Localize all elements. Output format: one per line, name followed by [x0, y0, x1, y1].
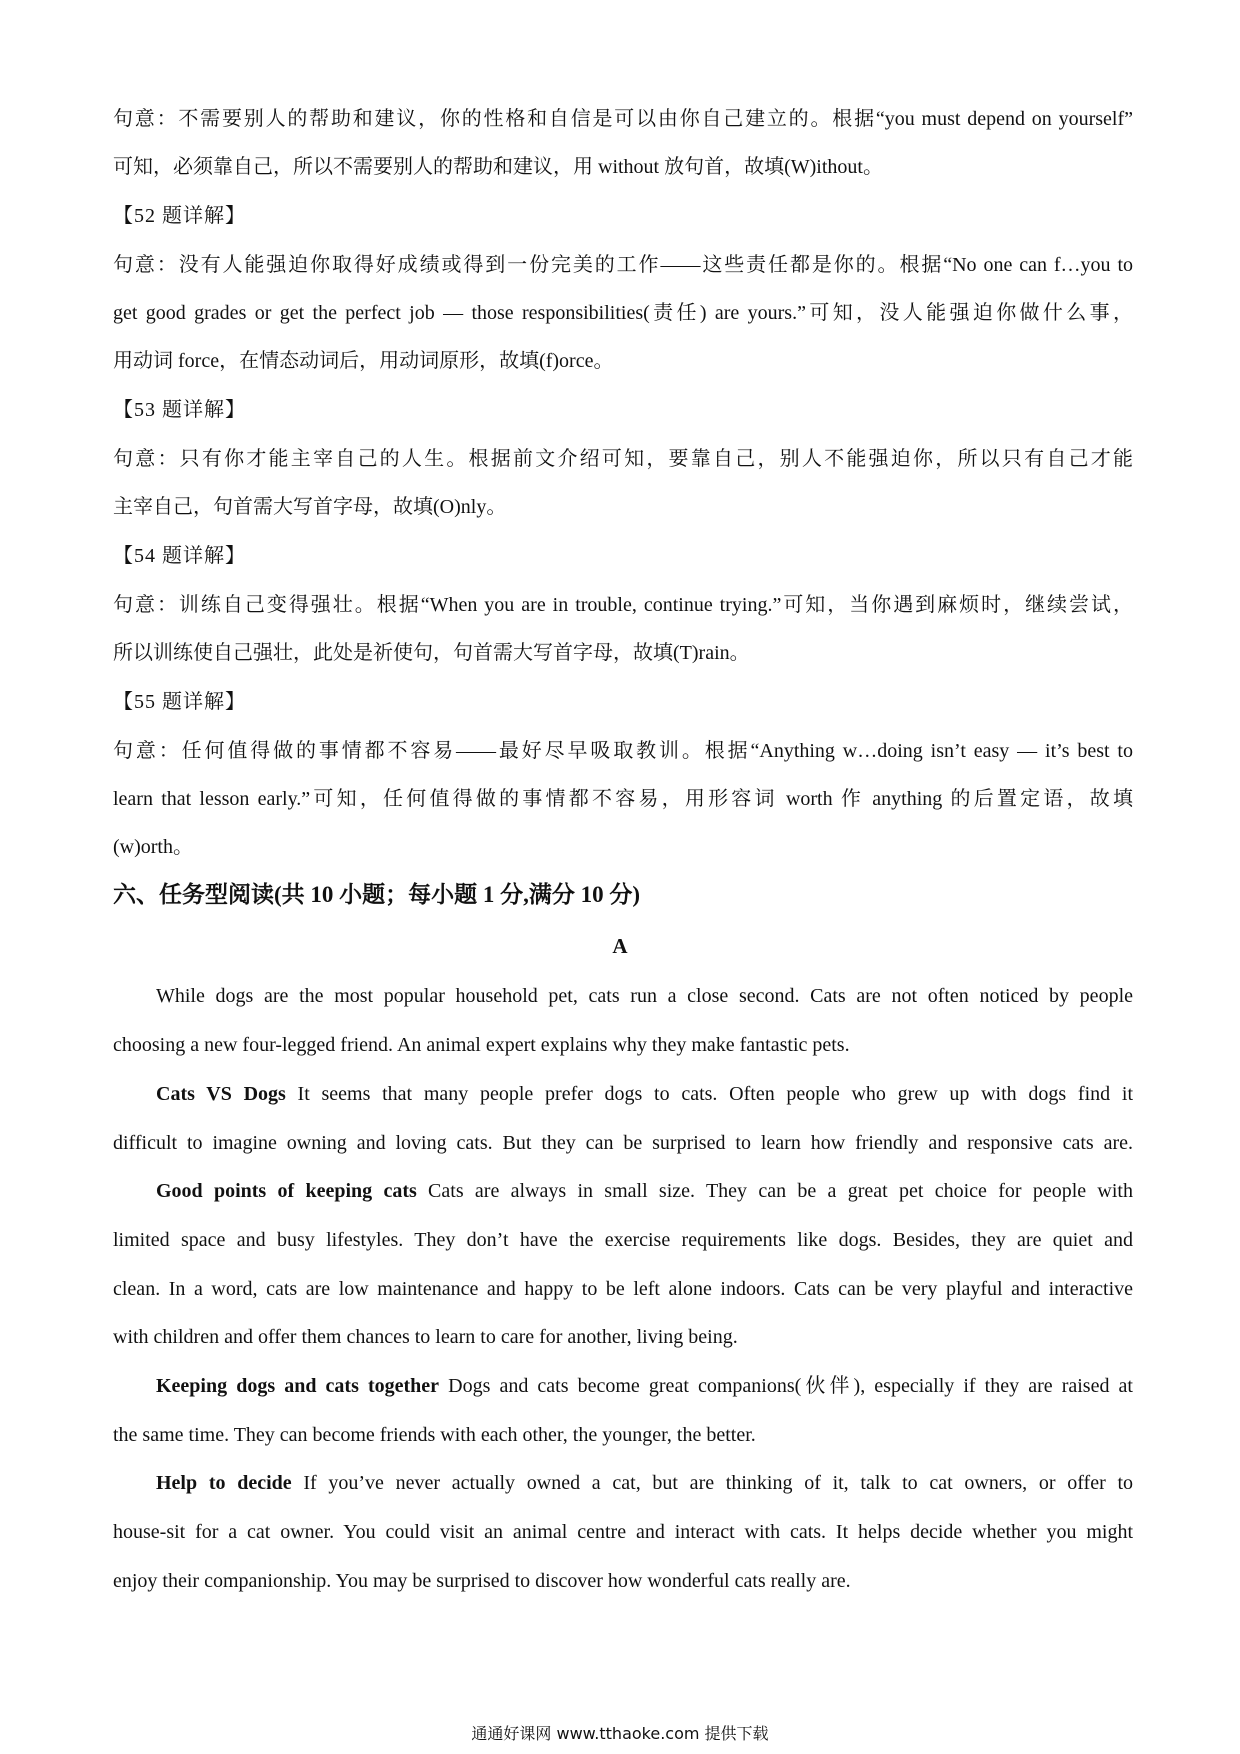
paragraph-good-points-line-4: with children and offer them chances to learn to care for another, living being. — [113, 1326, 738, 1348]
paragraph-cats-vs-dogs-line-2: difficult to imagine owning and loving cats. But they can be surprised to learn how friendly and responsive cats are. — [113, 1132, 1133, 1154]
paragraph-good-points-line-1 — [156, 1178, 1133, 1204]
paragraph-good-points-line-2: limited space and busy lifestyles. They don’t have the exercise requirements like dogs. Besides, they are quiet and — [113, 1229, 1133, 1251]
q54-explanation-line-2: 所以训练使自己强壮，此处是祈使句，句首需大写首字母，故填(T)rain。 — [113, 642, 750, 664]
paragraph-text: Dogs and cats become great companions(伙伴), especially if they are raised at — [439, 1375, 1133, 1397]
q52-label: 【52 题详解】 — [113, 205, 246, 227]
q55-explanation-line-2: learn that lesson early.”可知，任何值得做的事情都不容易，用形容词 worth 作 anything 的后置定语，故填 — [113, 788, 1133, 810]
q53-explanation-line-1: 句意：只有你才能主宰自己的人生。根据前文介绍可知，要靠自己，别人不能强迫你，所以只有自己才能 — [113, 448, 1133, 470]
paragraph-help-to-decide-line-3: enjoy their companionship. You may be surprised to discover how wonderful cats really are. — [113, 1570, 851, 1592]
page-footer: 通通好课网 www.tthaoke.com 提供下载 — [471, 1724, 769, 1743]
paragraph-help-to-decide-line-1 — [156, 1470, 1133, 1496]
q53-explanation-line-2: 主宰自己，句首需大写首字母，故填(O)nly。 — [113, 496, 507, 518]
q55-explanation-line-3: (w)orth。 — [113, 836, 193, 858]
paragraph-together-line-1 — [156, 1373, 1133, 1399]
paragraph-text: It seems that many people prefer dogs to cats. Often people who grew up with dogs find it — [285, 1083, 1133, 1105]
section-title: 六、任务型阅读(共 10 小题；每小题 1 分,满分 10 分) — [113, 882, 641, 907]
q54-explanation-line-1: 句意：训练自己变得强壮。根据“When you are in trouble, continue trying.”可知，当你遇到麻烦时，继续尝试， — [113, 594, 1133, 616]
q53-label: 【53 题详解】 — [113, 399, 246, 421]
paragraph-good-points-line-3: clean. In a word, cats are low maintenance and happy to be left alone indoors. Cats can be very playful and interactive — [113, 1278, 1133, 1300]
paragraph-heading-good-points: Good points of keeping cats — [156, 1180, 417, 1202]
passage-letter: A — [612, 934, 628, 958]
q52-explanation-line-2: get good grades or get the perfect job — those responsibilities(责任) are yours.”可知，没人能强迫你做什么事， — [113, 302, 1133, 324]
paragraph-heading-cats-vs-dogs: Cats VS Dogs — [156, 1083, 286, 1105]
paragraph-text: Cats are always in small size. They can be a great pet choice for people with — [416, 1180, 1133, 1202]
paragraph-heading-help-to-decide: Help to decide — [156, 1472, 292, 1494]
q51-explanation-line-2: 可知，必须靠自己，所以不需要别人的帮助和建议，用 without 放句首，故填(W)ithout。 — [113, 156, 883, 178]
q55-explanation-line-1: 句意：任何值得做的事情都不容易——最好尽早吸取教训。根据“Anything w…doing isn’t easy — it’s best to — [113, 740, 1133, 762]
passage-intro-line-1: While dogs are the most popular household pet, cats run a close second. Cats are not often noticed by people — [156, 985, 1133, 1007]
q52-explanation-line-1: 句意：没有人能强迫你取得好成绩或得到一份完美的工作——这些责任都是你的。根据“No one can f…you to — [113, 254, 1133, 276]
paragraph-help-to-decide-line-2: house-sit for a cat owner. You could visit an animal centre and interact with cats. It helps decide whether you might — [113, 1521, 1133, 1543]
passage-intro-line-2: choosing a new four-legged friend. An animal expert explains why they make fantastic pets. — [113, 1034, 850, 1056]
paragraph-together-line-2: the same time. They can become friends with each other, the younger, the better. — [113, 1424, 756, 1446]
q54-label: 【54 题详解】 — [113, 545, 246, 567]
paragraph-heading-together: Keeping dogs and cats together — [156, 1375, 440, 1397]
q55-label: 【55 题详解】 — [113, 691, 246, 713]
q51-explanation-line-1: 句意：不需要别人的帮助和建议，你的性格和自信是可以由你自己建立的。根据“you must depend on yourself” — [113, 108, 1133, 130]
paragraph-cats-vs-dogs-line-1 — [156, 1081, 1133, 1107]
paragraph-text: If you’ve never actually owned a cat, but are thinking of it, talk to cat owners, or offer to — [291, 1472, 1133, 1494]
q52-explanation-line-3: 用动词 force，在情态动词后，用动词原形，故填(f)orce。 — [113, 350, 614, 372]
